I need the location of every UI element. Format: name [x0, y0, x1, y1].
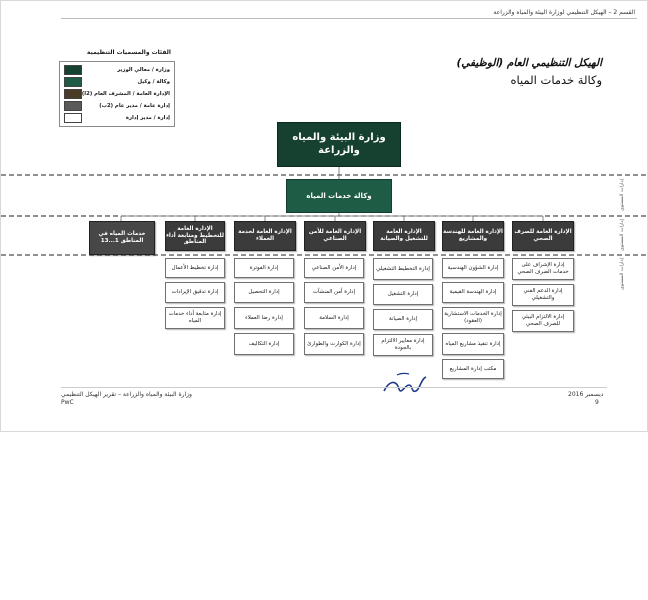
department-box: إدارة الهندسة القيمية [442, 282, 504, 303]
footer-rule [61, 387, 607, 388]
department-box: إدارة الشؤون الهندسية [442, 258, 504, 278]
footer-date: ديسمبر 2016 [568, 391, 604, 398]
department-box: إدارة الخدمات الاستشارية (العقود) [442, 307, 504, 329]
general-directorate-box: الإدارة العامة للهندسة والمشاريع [442, 221, 504, 251]
level-label: إدارات المستوى [620, 179, 625, 212]
legend-label: وكالة / وكيل [137, 79, 170, 85]
department-box: إدارة تنفيذ مشاريع المياه [442, 333, 504, 355]
footer-company: PwC [61, 399, 74, 406]
department-box: إدارة التخطيط التشغيلي [373, 258, 433, 280]
general-directorate-box: الإدارة العامة للأمن الصناعي [304, 221, 366, 251]
legend-label: إدارة عامة / مدير عام (2ب) [99, 103, 170, 109]
department-box: إدارة رضا العملاء [234, 307, 294, 329]
department-box: إدارة معايير الالتزام بالجودة [373, 334, 433, 356]
page-title: الهيكل التنظيمي العام (الوظيفي) [456, 57, 602, 69]
department-box: مكتب إدارة المشاريع [442, 359, 504, 379]
department-box: إدارة الفوترة [234, 258, 294, 278]
department-box: إدارة التكاليف [234, 333, 294, 355]
department-box: إدارة التحصيل [234, 282, 294, 303]
department-box: إدارة السلامة [304, 307, 364, 329]
department-box: إدارة تدقيق الإيرادات [165, 282, 225, 303]
department-box: إدارة أمن المنشآت [304, 282, 364, 303]
page-number: 9 [595, 399, 599, 406]
department-box: إدارة الدعم الفني والتشغيلي [512, 284, 574, 306]
department-box: إدارة الكوارث والطوارئ [304, 333, 364, 355]
legend-label: الإدارة العامة / المشرف العام (2أ) [82, 91, 170, 97]
org-connectors [1, 1, 647, 431]
regional-branches-box: خدمات المياه في المناطق 1...13 [89, 221, 155, 255]
department-box: إدارة الإشراف على خدمات الصرف الصحي [512, 258, 574, 280]
level-label: إدارات المستوى [620, 258, 625, 291]
legend-label: إدارة / مدير إدارة [125, 115, 170, 121]
header-note: القسم 2 – الهيكل التنظيمي لوزارة البيئة والمياه والزراعة [493, 9, 635, 16]
level-label: إدارات المستوى [620, 219, 625, 252]
footer-title: وزارة البيئة والمياه والزراعة – تقرير الهيكل التنظيمي [61, 391, 192, 398]
department-box: إدارة الصيانة [373, 309, 433, 330]
general-directorate-box: الإدارة العامة للصرف الصحي [512, 221, 574, 251]
legend-title: الفئات والمسميات التنظيمية [86, 49, 171, 56]
ministry-box: وزارة البيئة والمياه والزراعة [277, 122, 401, 167]
general-directorate-box: الإدارة العامة للتشغيل والصيانة [373, 221, 435, 251]
agency-box: وكالة خدمات المياه [286, 179, 392, 213]
department-box: إدارة تخطيط الأعمال [165, 258, 225, 278]
legend-label: وزارة / معالي الوزير [117, 67, 170, 73]
department-box: إدارة الأمن الصناعي [304, 258, 364, 278]
department-box: إدارة الالتزام البيئي للصرف الصحي [512, 310, 574, 332]
page-subtitle: وكالة خدمات المياه [510, 73, 602, 87]
department-box: إدارة التشغيل [373, 284, 433, 305]
general-directorate-box: الإدارة العامة للتخطيط ومتابعة أداء المناطق [165, 221, 225, 251]
general-directorate-box: الإدارة العامة لخدمة العملاء [234, 221, 296, 251]
department-box: إدارة متابعة أداء خدمات المياه [165, 307, 225, 329]
